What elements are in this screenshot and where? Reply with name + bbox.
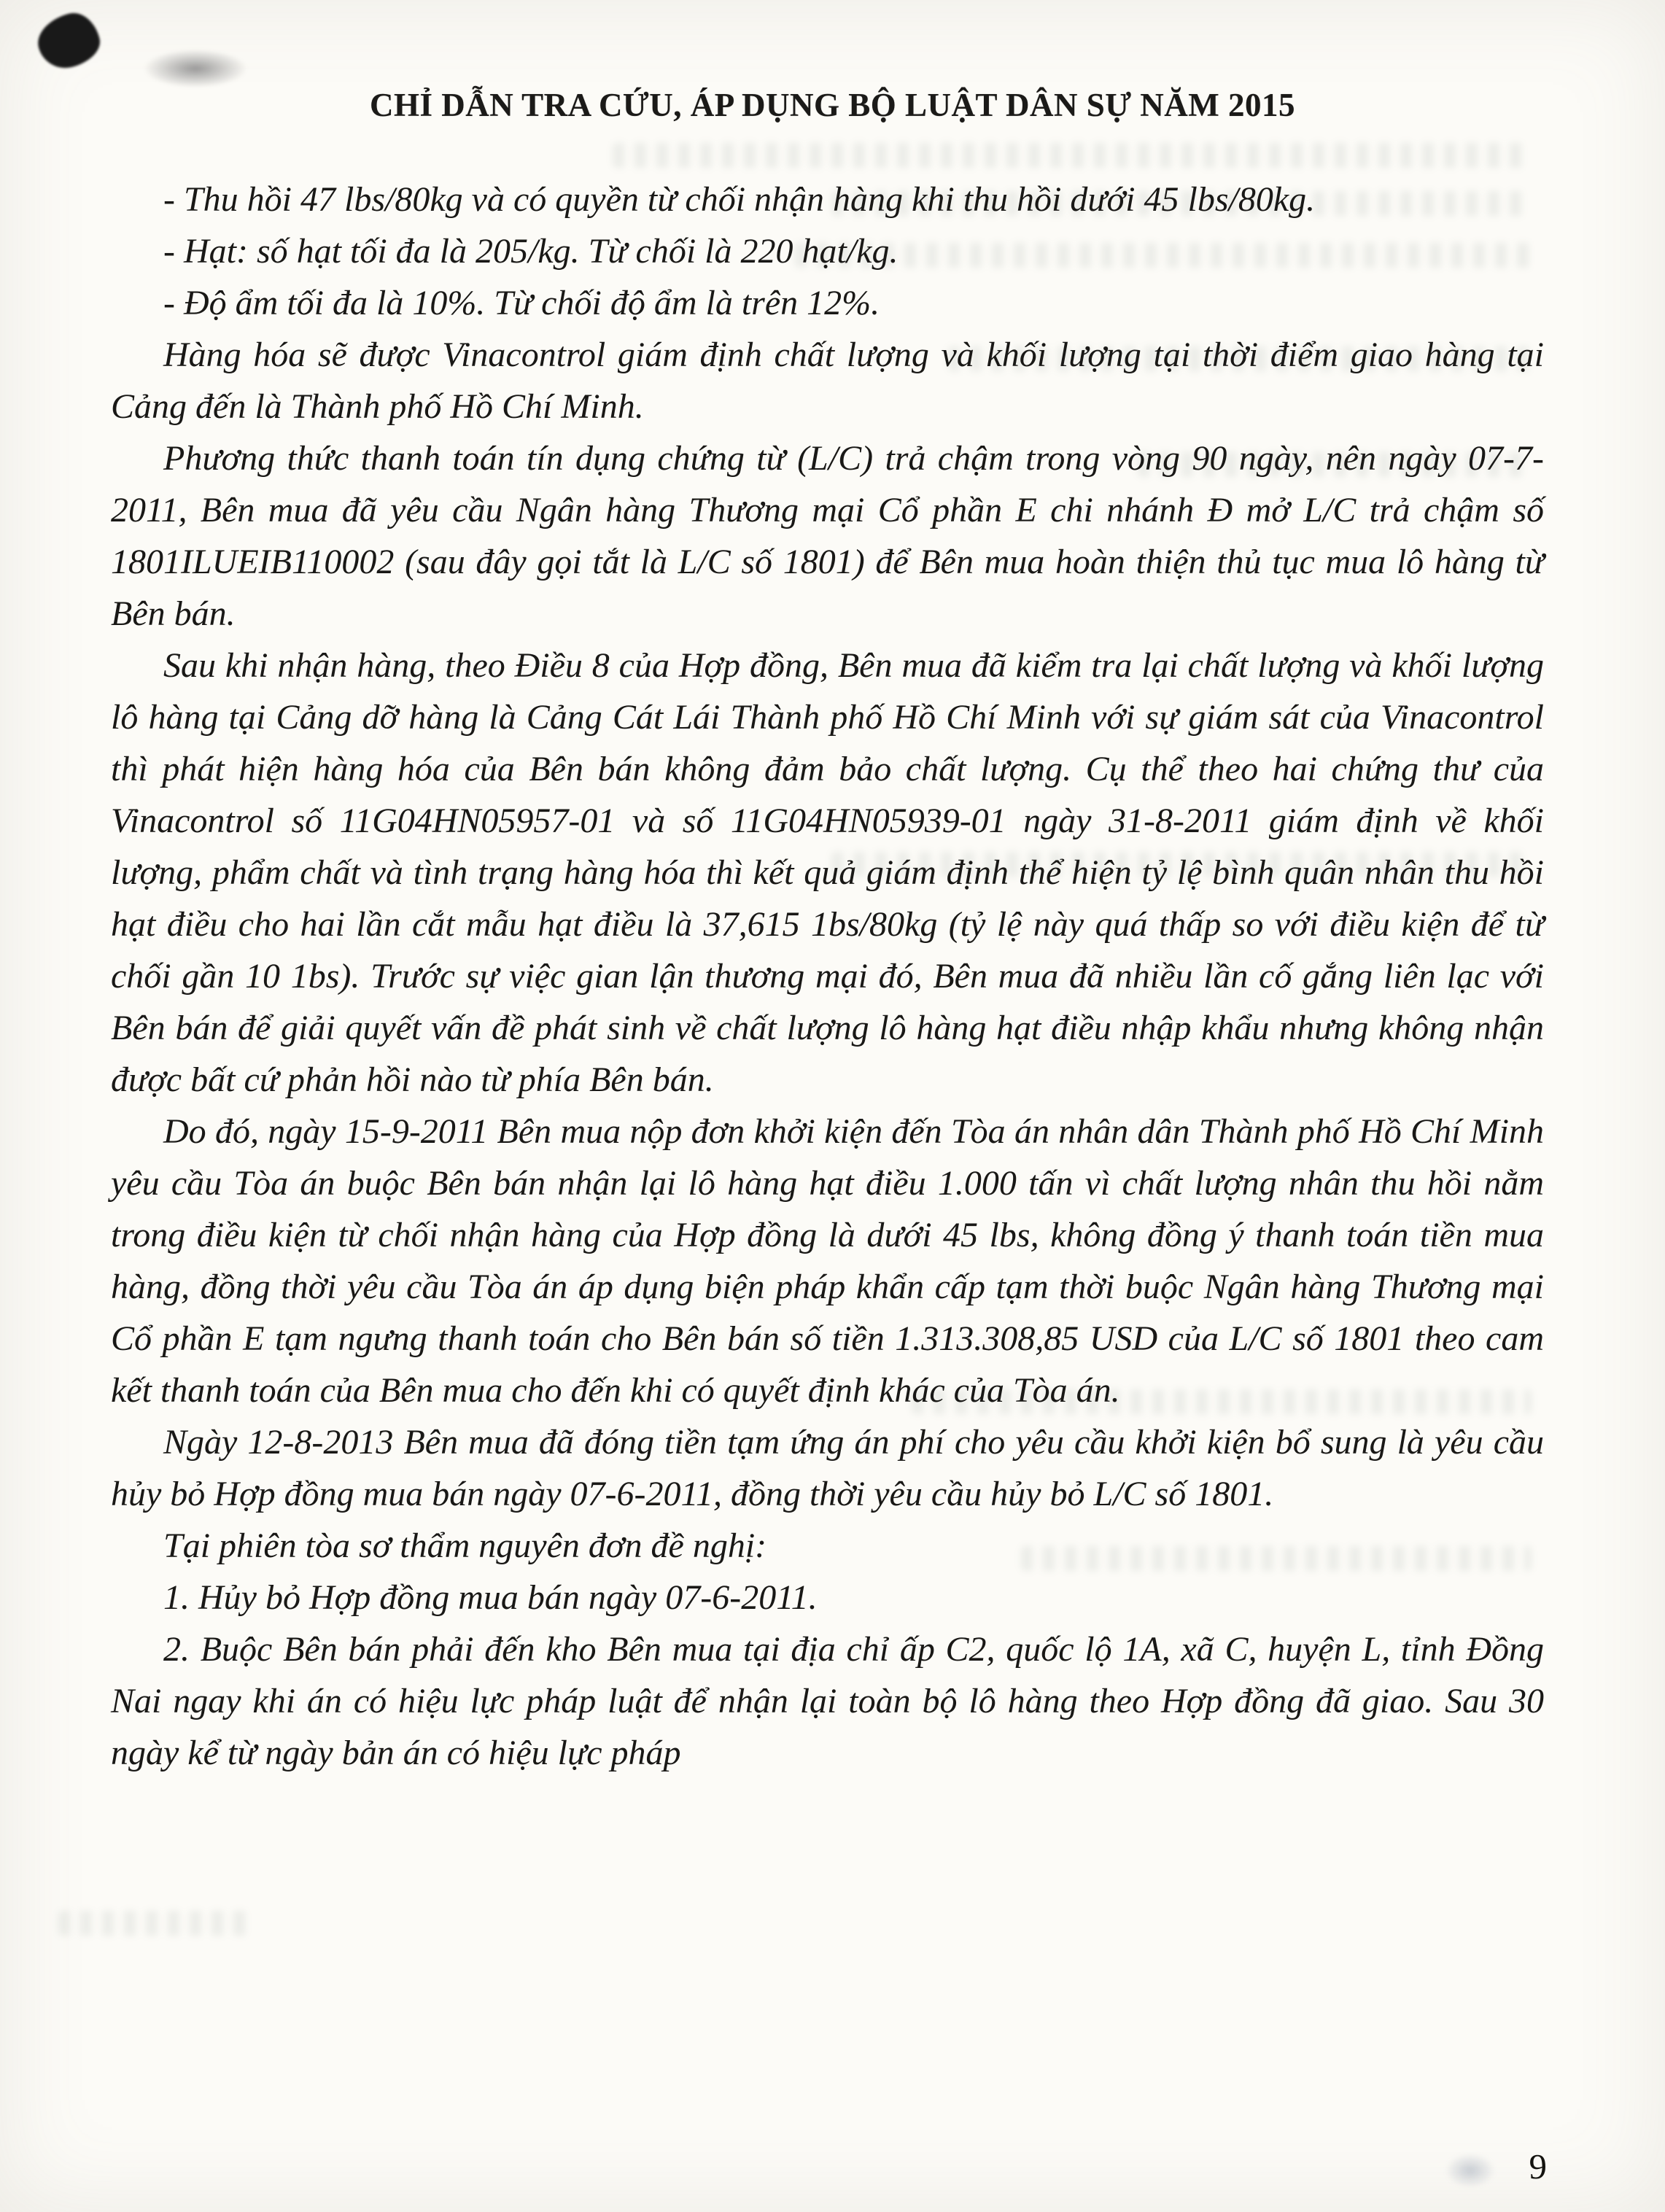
paragraph-quality-check: Sau khi nhận hàng, theo Điều 8 của Hợp đồng, Bên mua đã kiểm tra lại chất lượng và khối lượng lô hàng tại Cảng dỡ hàng là Cảng Cát Lái Thành phố Hồ Chí Minh với sự giám sát của Vinacontrol thì phát hiện hàng hóa của Bên bán không đảm bảo chất lượng. Cụ thể theo hai chứng thư của Vinacontrol số 11G04HN05957-01 và số 11G04HN05939-01 ngày 31-8-2011 giám định về khối lượng, phẩm chất và tình trạng hàng hóa thì kết quả giám định thể hiện tỷ lệ bình quân nhân thu hồi hạt điều cho hai lần cắt mẫu hạt điều là 37,615 1bs/80kg (tỷ lệ này quá thấp so với điều kiện để từ chối gần 10 1bs). Trước sự việc gian lận thương mại đó, Bên mua đã nhiều lần cố gắng liên lạc với Bên bán để giải quyết vấn đề phát sinh về chất lượng lô hàng hạt điều nhập khẩu nhưng không nhận được bất cứ phản hồi nào từ phía Bên bán.: [111, 646, 1544, 1099]
running-header-title: CHỈ DẪN TRA CỨU, ÁP DỤNG BỘ LUẬT DÂN SỰ NĂM 2015: [369, 87, 1296, 123]
paragraph-advance-fee: Ngày 12-8-2013 Bên mua đã đóng tiền tạm ứng án phí cho yêu cầu khởi kiện bổ sung là yêu cầu hủy bỏ Hợp đồng mua bán ngày 07-6-2011, đồng thời yêu cầu hủy bỏ L/C số 1801.: [111, 1423, 1544, 1513]
paragraph-bullet-recovery-rate: - Thu hồi 47 lbs/80kg và có quyền từ chối nhận hàng khi thu hồi dưới 45 lbs/80kg.: [163, 180, 1316, 219]
scan-smudge-artifact: [144, 50, 247, 88]
paragraph-bullet-nut-count: - Hạt: số hạt tối đa là 205/kg. Từ chối là 220 hạt/kg.: [163, 232, 899, 271]
paragraph-request-1: 1. Hủy bỏ Hợp đồng mua bán ngày 07-6-2011.: [163, 1578, 818, 1617]
bleed-through-artifact: [58, 1911, 248, 1936]
paragraph-payment-lc: Phương thức thanh toán tín dụng chứng từ (L/C) trả chậm trong vòng 90 ngày, nên ngày 07-7-2011, Bên mua đã yêu cầu Ngân hàng Thương mại Cổ phần E chi nhánh Đ mở L/C trả chậm số 1801ILUEIB110002 (sau đây gọi tắt là L/C số 1801) để Bên mua hoàn thiện thủ tục mua lô hàng từ Bên bán.: [111, 439, 1544, 633]
scan-smudge-artifact: [1445, 2153, 1496, 2188]
bleed-through-artifact: [613, 143, 1532, 168]
paragraph-request-2: 2. Buộc Bên bán phải đến kho Bên mua tại địa chỉ ấp C2, quốc lộ 1A, xã C, huyện L, tỉnh Đồng Nai ngay khi án có hiệu lực pháp luật để nhận lại toàn bộ lô hàng theo Hợp đồng đã giao. Sau 30 ngày kể từ ngày bản án có hiệu lực pháp: [111, 1630, 1544, 1772]
paragraph-trial-request-intro: Tại phiên tòa sơ thẩm nguyên đơn đề nghị:: [163, 1526, 767, 1565]
scan-corner-artifact: [33, 8, 105, 74]
paragraph-inspection: Hàng hóa sẽ được Vinacontrol giám định chất lượng và khối lượng tại thời điểm giao hàng tại Cảng đến là Thành phố Hồ Chí Minh.: [111, 335, 1544, 426]
paragraph-bullet-moisture: - Độ ẩm tối đa là 10%. Từ chối độ ẩm là trên 12%.: [163, 284, 880, 322]
document-body: [111, 174, 1544, 1779]
page-number: 9: [1529, 2146, 1547, 2186]
paragraph-lawsuit: Do đó, ngày 15-9-2011 Bên mua nộp đơn khởi kiện đến Tòa án nhân dân Thành phố Hồ Chí Minh yêu cầu Tòa án buộc Bên bán nhận lại lô hàng hạt điều 1.000 tấn vì chất lượng nhân thu hồi nằm trong điều kiện từ chối nhận hàng của Hợp đồng là dưới 45 lbs, không đồng ý thanh toán tiền mua hàng, đồng thời yêu cầu Tòa án áp dụng biện pháp khẩn cấp tạm thời buộc Ngân hàng Thương mại Cổ phần E tạm ngưng thanh toán cho Bên bán số tiền 1.313.308,85 USD của L/C số 1801 theo cam kết thanh toán của Bên mua cho đến khi có quyết định khác của Tòa án.: [111, 1112, 1544, 1410]
